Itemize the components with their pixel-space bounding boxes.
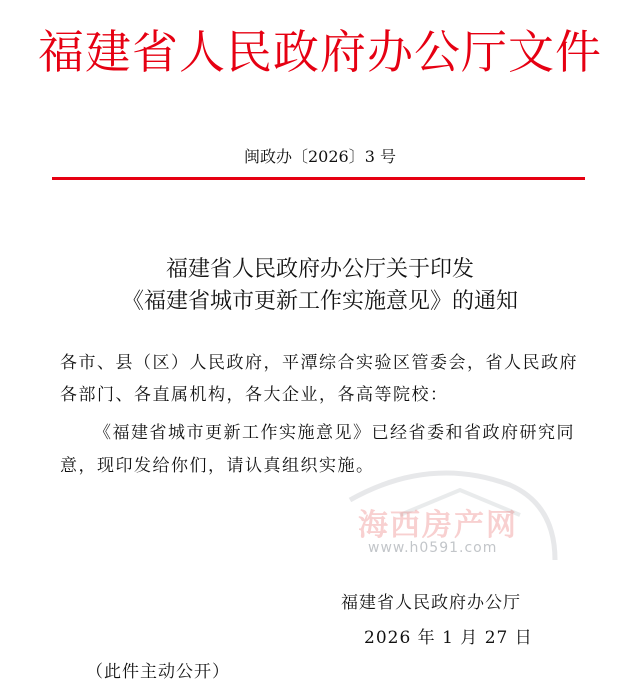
red-divider-line bbox=[52, 177, 585, 180]
document-header-title: 福建省人民政府办公厅文件 bbox=[38, 25, 602, 79]
document-number: 闽政办〔2026〕3 号 bbox=[244, 147, 396, 166]
issue-date: 2026 年 1 月 27 日 bbox=[364, 628, 533, 648]
addressee-line-2: 各部门、各直属机构，各大企业，各高等院校： bbox=[60, 385, 449, 405]
watermark-site-name: 海西房产网 bbox=[358, 508, 518, 543]
notice-title-line-1: 福建省人民政府办公厅关于印发 bbox=[165, 257, 474, 282]
body-paragraph-line-1: 《福建省城市更新工作实施意见》已经省委和省政府研究同 bbox=[94, 423, 575, 443]
body-paragraph-line-2: 意，现印发给你们，请认真组织实施。 bbox=[60, 456, 375, 476]
notice-title-line-2: 《福建省城市更新工作实施意见》的通知 bbox=[121, 289, 518, 314]
watermark-url: www.h0591.com bbox=[368, 540, 498, 556]
addressee-line-1: 各市、县（区）人民政府，平潭综合实验区管委会，省人民政府 bbox=[60, 353, 578, 373]
issuer-signature: 福建省人民政府办公厅 bbox=[341, 593, 521, 613]
disclosure-note: （此件主动公开） bbox=[86, 662, 230, 682]
